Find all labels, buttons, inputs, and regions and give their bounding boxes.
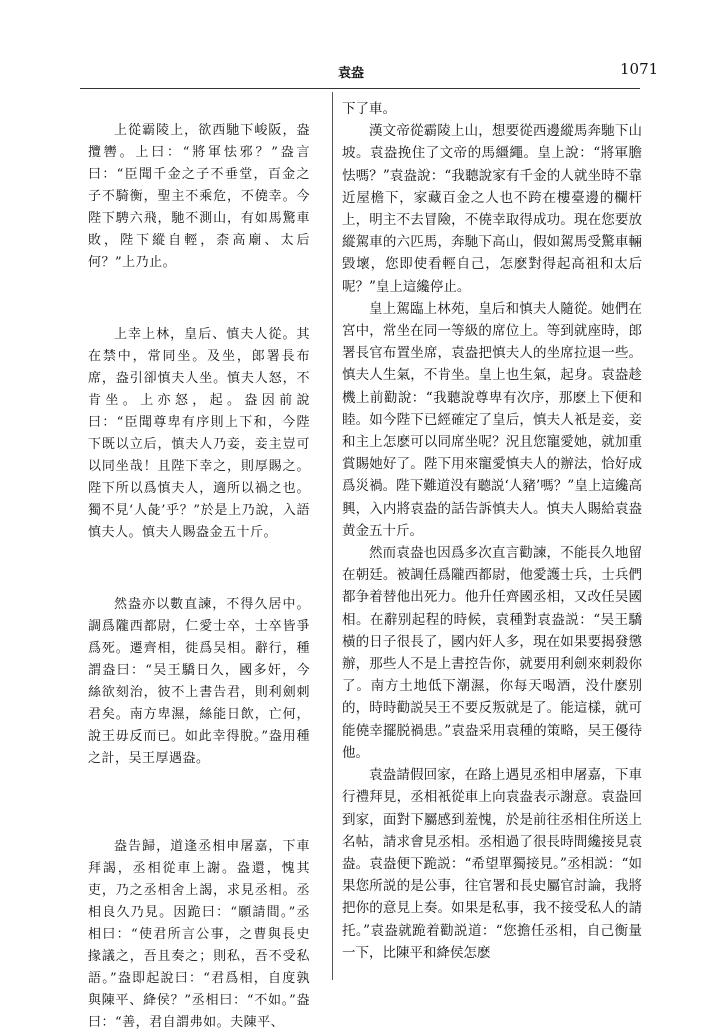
translation-column [342,98,642,964]
classical-paragraph: 然盎亦以數直諫，不得久居中。調爲隴西都尉，仁愛士卒，士卒皆爭爲死。遷齊相，徙爲吴相。辭行，種謂盎曰：“吴王驕日久，國多奸，今絲欲刻治，彼不上書告君，則利劍刺君矣。南方卑濕，絲能日飲，亡何，說王毋反而已。如此幸得脫。”盎用種之計，吴王厚遇盎。 [88,597,310,766]
page-header [0,60,716,84]
running-title: 袁盎 [338,66,365,81]
translation-paragraph: 然而袁盎也因爲多次直言勸諫，不能長久地留在朝廷。被調任爲隴西都尉，他愛護士兵，士兵們都争着替他出死力。他升任齊國丞相，又改任吴國相。在辭别起程的時候，袁種對袁盎説：“吴王驕橫的日子很長了，國内奸人多，現在如果要揭發懲辦，那些人不是上書控告你，就要用利劍來刺殺你了。南方土地低下潮濕，你每天喝酒，没什麽别的，時時勸説吴王不要反叛就是了。能這樣，就可能僥幸擺脱禍患。”袁盎采用袁種的策略，吴王優待他。 [342,545,642,761]
column-divider [332,92,333,980]
classical-paragraph: 上從霸陵上，欲西馳下峻阪，盎攬轡。上曰：“將軍怯邪？”盎言曰：“臣聞千金之子不垂堂，百金之子不騎衡，聖主不乘危，不僥幸。今陛下騁六飛，馳不測山，有如馬驚車敗，陛下縱自輕，柰高廟、太后何？”上乃止。 [88,123,310,270]
header-rule [80,88,640,89]
page-number: 1071 [620,60,659,78]
classical-paragraph: 上幸上林，皇后、慎夫人從。其在禁中，常同坐。及坐，郎署長布席，盎引卻慎夫人坐。慎夫人怒，不肯坐。上亦怒，起。盎因前說曰：“臣聞尊卑有序則上下和，今陛下既以立后，慎夫人乃妾，妾主豈可以同坐哉！且陛下幸之，則厚賜之。陛下所以爲慎夫人，適所以禍之也。獨不見‘人彘’乎？”於是上乃說，入語慎夫人。慎夫人賜盎金五十斤。 [88,327,310,540]
translation-paragraph: 漢文帝從霸陵上山，想要從西邊縱馬奔馳下山坡。袁盎挽住了文帝的馬繮繩。皇上說：“將軍膽怯嗎？”袁盎說：“我聽說家有千金的人就坐時不靠近屋檐下，家藏百金之人也不跨在樓臺邊的欄杆上，明主不去冒險，不僥幸取得成功。現在您要放縱駕車的六匹馬，奔馳下高山，假如駕馬受驚車輛毀壞，您即使看輕自己，怎麽對得起高祖和太后呢？”皇上這纔停止。 [342,123,642,295]
classical-paragraph: 盎告歸，道逢丞相申屠嘉，下車拜謁，丞相從車上謝。盎還，愧其吏，乃之丞相舍上謁，求見丞相。丞相良久乃見。因跪曰：“願請間。”丞相曰：“使君所言公事，之曹與長史掾議之，吾且奏之；則私，吾不受私語。”盎即起說曰：“君爲相，自度孰與陳平、絳侯？”丞相曰：“不如。”盎曰：“善，君自謂弗如。夫陳平、 [88,839,310,1030]
translation-paragraph: 下了車。 [342,101,396,117]
translation-paragraph: 皇上駕臨上林苑，皇后和慎夫人隨從。她們在宮中，常坐在同一等級的席位上。等到就座時，郎署長官布置坐席，袁盎把慎夫人的坐席拉退一些。慎夫人生氣，不肯坐。皇上也生氣，起身。袁盎趁機上前勸說：“我聽說尊卑有次序，那麽上下便和睦。如今陛下已經確定了皇后，慎夫人衹是妾，妾和主上怎麽可以同席坐呢？況且您寵愛她，就加重賞賜她好了。陛下用來寵愛慎夫人的辦法，恰好成爲災禍。陛下難道没有聽説‘人豬’嗎？”皇上這纔高興，入内將袁盎的話告訴慎夫人。慎夫人賜給袁盎黄金五十斤。 [342,300,642,539]
classical-text-column [88,120,310,1034]
translation-paragraph: 袁盎請假回家，在路上遇見丞相申屠嘉，下車行禮拜見，丞相衹從車上向袁盎表示謝意。袁盎回到家，面對下屬感到羞愧，於是前往丞相住所送上名帖，請求會見丞相。丞相過了很長時間纔接見袁盎。袁盎便下跪説：“希望單獨接見。”丞相説：“如果您所説的是公事，往官署和長史屬官討論，我將把你的意見上奏。如果是私事，我不接受私人的請托。”袁盎就跪着勸説道：“您擔任丞相，自己衡量一下，比陳平和絳侯怎麽 [342,767,642,961]
